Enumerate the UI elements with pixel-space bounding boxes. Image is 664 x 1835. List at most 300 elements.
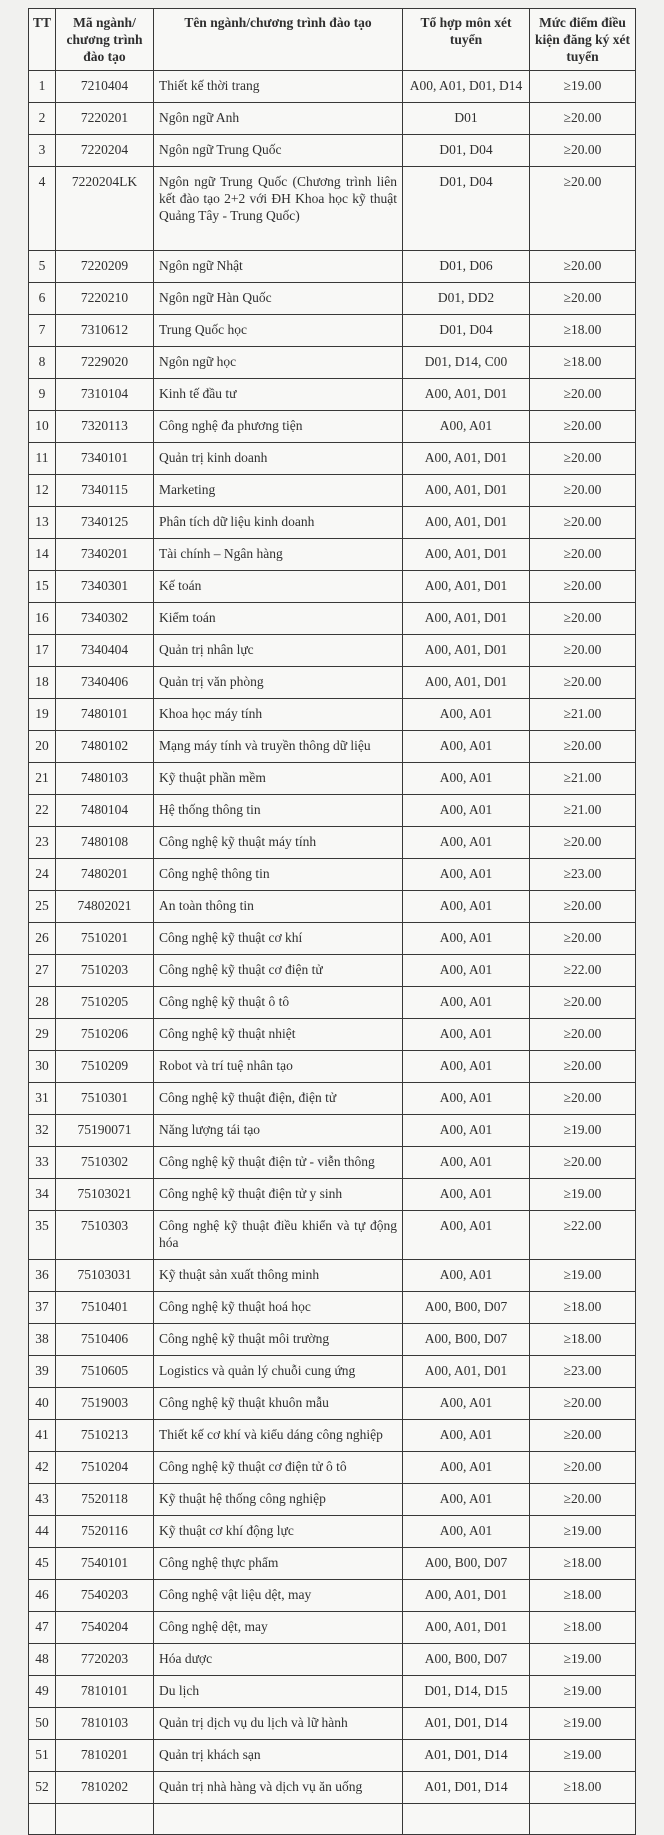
cell-score-threshold: ≥18.00 xyxy=(530,347,636,379)
cell-subject-combination: A00, A01, D01 xyxy=(403,667,530,699)
table-row xyxy=(29,1115,636,1147)
cell-subject-combination: A00, B00, D07 xyxy=(403,1292,530,1324)
cell-tt: 22 xyxy=(29,795,56,827)
cell-subject-combination: A00, A01, D01 xyxy=(403,635,530,667)
table-row xyxy=(29,1484,636,1516)
cell-score-threshold: ≥20.00 xyxy=(530,891,636,923)
cell-tt: 30 xyxy=(29,1051,56,1083)
header-program-code: Mã ngành/ chương trình đào tạo xyxy=(56,9,154,71)
cell-score-threshold: ≥21.00 xyxy=(530,795,636,827)
cell-program-code xyxy=(56,1804,154,1835)
cell-program-name: Công nghệ kỹ thuật nhiệt xyxy=(154,1019,403,1051)
cell-subject-combination: A00, A01 xyxy=(403,763,530,795)
table-row xyxy=(29,731,636,763)
cell-program-name: An toàn thông tin xyxy=(154,891,403,923)
cell-subject-combination: A01, D01, D14 xyxy=(403,1740,530,1772)
cell-program-code: 7510406 xyxy=(56,1324,154,1356)
cell-program-code: 7510203 xyxy=(56,955,154,987)
table-row xyxy=(29,443,636,475)
table-row xyxy=(29,347,636,379)
cell-score-threshold: ≥20.00 xyxy=(530,379,636,411)
cell-tt: 2 xyxy=(29,103,56,135)
cell-program-code: 7340406 xyxy=(56,667,154,699)
cell-program-code: 7510303 xyxy=(56,1211,154,1260)
cell-subject-combination: A00, A01 xyxy=(403,1516,530,1548)
cell-subject-combination: A00, A01 xyxy=(403,1051,530,1083)
table-row xyxy=(29,135,636,167)
table-row xyxy=(29,1292,636,1324)
table-row xyxy=(29,987,636,1019)
cell-program-code: 7510204 xyxy=(56,1452,154,1484)
cell-program-name: Phân tích dữ liệu kinh doanh xyxy=(154,507,403,539)
admissions-score-table xyxy=(28,8,636,1835)
cell-program-code: 7480101 xyxy=(56,699,154,731)
cell-subject-combination: A00, A01, D01 xyxy=(403,507,530,539)
table-row xyxy=(29,859,636,891)
cell-program-code: 7480103 xyxy=(56,763,154,795)
cell-subject-combination: A00, A01, D01 xyxy=(403,1356,530,1388)
cell-program-code: 7340101 xyxy=(56,443,154,475)
cell-tt: 21 xyxy=(29,763,56,795)
cell-program-code: 7520118 xyxy=(56,1484,154,1516)
cell-program-name: Ngôn ngữ Hàn Quốc xyxy=(154,283,403,315)
cell-score-threshold: ≥20.00 xyxy=(530,1484,636,1516)
cell-tt: 18 xyxy=(29,667,56,699)
cell-tt: 33 xyxy=(29,1147,56,1179)
cell-program-code: 75190071 xyxy=(56,1115,154,1147)
cell-program-code: 7220210 xyxy=(56,283,154,315)
cell-tt: 6 xyxy=(29,283,56,315)
table-body xyxy=(29,71,636,1835)
cell-tt: 14 xyxy=(29,539,56,571)
cell-program-name: Quản trị khách sạn xyxy=(154,1740,403,1772)
cell-subject-combination: A00, A01, D01 xyxy=(403,379,530,411)
table-row xyxy=(29,103,636,135)
cell-score-threshold: ≥20.00 xyxy=(530,987,636,1019)
cell-program-name: Kỹ thuật phần mềm xyxy=(154,763,403,795)
cell-score-threshold: ≥20.00 xyxy=(530,1420,636,1452)
cell-tt: 35 xyxy=(29,1211,56,1260)
cell-score-threshold: ≥18.00 xyxy=(530,1292,636,1324)
cell-subject-combination: A00, A01 xyxy=(403,827,530,859)
cell-subject-combination: A00, A01, D01 xyxy=(403,603,530,635)
cell-program-code: 7210404 xyxy=(56,71,154,103)
cell-tt: 46 xyxy=(29,1580,56,1612)
cell-subject-combination: A00, A01, D01 xyxy=(403,539,530,571)
cell-program-code: 7510605 xyxy=(56,1356,154,1388)
cell-subject-combination: A00, A01, D01, D14 xyxy=(403,71,530,103)
cell-program-name: Công nghệ kỹ thuật môi trường xyxy=(154,1324,403,1356)
table-row xyxy=(29,1452,636,1484)
cell-program-name: Công nghệ kỹ thuật cơ điện tử xyxy=(154,955,403,987)
table-row xyxy=(29,667,636,699)
cell-program-code: 7480201 xyxy=(56,859,154,891)
cell-program-name: Thiết kế cơ khí và kiểu dáng công nghiệp xyxy=(154,1420,403,1452)
cell-program-name: Ngôn ngữ Anh xyxy=(154,103,403,135)
cell-program-name: Quản trị kinh doanh xyxy=(154,443,403,475)
header-score-threshold: Mức điểm điều kiện đăng ký xét tuyển xyxy=(530,9,636,71)
cell-subject-combination: A00, A01, D01 xyxy=(403,443,530,475)
cell-tt: 15 xyxy=(29,571,56,603)
cell-program-code: 7340302 xyxy=(56,603,154,635)
cell-program-code: 7480102 xyxy=(56,731,154,763)
cell-program-name: Công nghệ vật liệu dệt, may xyxy=(154,1580,403,1612)
cell-program-code: 7220204 xyxy=(56,135,154,167)
cell-score-threshold: ≥20.00 xyxy=(530,475,636,507)
header-row xyxy=(29,9,636,71)
table-row xyxy=(29,1324,636,1356)
cell-subject-combination: A01, D01, D14 xyxy=(403,1772,530,1804)
cell-score-threshold: ≥19.00 xyxy=(530,1115,636,1147)
table-row xyxy=(29,955,636,987)
table-row xyxy=(29,283,636,315)
cell-program-name: Kỹ thuật sản xuất thông minh xyxy=(154,1260,403,1292)
cell-program-code: 7320113 xyxy=(56,411,154,443)
cell-subject-combination: A00, A01 xyxy=(403,1115,530,1147)
cell-subject-combination: A00, A01 xyxy=(403,1179,530,1211)
cell-program-code: 7340201 xyxy=(56,539,154,571)
table-row xyxy=(29,539,636,571)
cell-tt: 24 xyxy=(29,859,56,891)
cell-program-code: 7810201 xyxy=(56,1740,154,1772)
table-row xyxy=(29,571,636,603)
cell-program-code: 7220201 xyxy=(56,103,154,135)
cell-score-threshold: ≥20.00 xyxy=(530,167,636,251)
table-row xyxy=(29,635,636,667)
cell-program-name xyxy=(154,1804,403,1835)
cell-score-threshold: ≥20.00 xyxy=(530,571,636,603)
cell-subject-combination: A00, A01 xyxy=(403,1452,530,1484)
cell-score-threshold: ≥23.00 xyxy=(530,1356,636,1388)
cell-score-threshold: ≥20.00 xyxy=(530,103,636,135)
header-subject-combination: Tổ hợp môn xét tuyển xyxy=(403,9,530,71)
cell-tt: 7 xyxy=(29,315,56,347)
cell-program-name: Mạng máy tính và truyền thông dữ liệu xyxy=(154,731,403,763)
cell-tt: 41 xyxy=(29,1420,56,1452)
cell-program-code: 7310612 xyxy=(56,315,154,347)
cell-program-name: Công nghệ kỹ thuật hoá học xyxy=(154,1292,403,1324)
table-row xyxy=(29,891,636,923)
cell-program-code: 7519003 xyxy=(56,1388,154,1420)
cell-tt: 36 xyxy=(29,1260,56,1292)
table-row xyxy=(29,795,636,827)
cell-tt: 19 xyxy=(29,699,56,731)
cell-program-code: 7810202 xyxy=(56,1772,154,1804)
cell-score-threshold: ≥18.00 xyxy=(530,1324,636,1356)
cell-program-code: 7510213 xyxy=(56,1420,154,1452)
cell-subject-combination: A00, A01 xyxy=(403,795,530,827)
cell-tt: 27 xyxy=(29,955,56,987)
cell-subject-combination: A01, D01, D14 xyxy=(403,1708,530,1740)
cell-program-code: 7810101 xyxy=(56,1676,154,1708)
cell-subject-combination: A00, A01 xyxy=(403,955,530,987)
cell-program-name: Ngôn ngữ Trung Quốc (Chương trình liên kết đào tạo 2+2 với ĐH Khoa học kỹ thuật Quảng Tây - Trung Quốc) xyxy=(154,167,403,251)
cell-program-code: 7510201 xyxy=(56,923,154,955)
cell-program-name: Logistics và quản lý chuỗi cung ứng xyxy=(154,1356,403,1388)
cell-subject-combination: A00, A01 xyxy=(403,1083,530,1115)
cell-program-code: 7540203 xyxy=(56,1580,154,1612)
cell-tt: 31 xyxy=(29,1083,56,1115)
cell-program-name: Công nghệ kỹ thuật ô tô xyxy=(154,987,403,1019)
cell-score-threshold: ≥20.00 xyxy=(530,1083,636,1115)
cell-subject-combination: A00, A01 xyxy=(403,1019,530,1051)
cell-subject-combination: D01, DD2 xyxy=(403,283,530,315)
table-row xyxy=(29,475,636,507)
cell-program-name: Công nghệ dệt, may xyxy=(154,1612,403,1644)
cell-program-name: Kinh tế đầu tư xyxy=(154,379,403,411)
cell-score-threshold: ≥20.00 xyxy=(530,1019,636,1051)
cell-subject-combination: D01, D14, C00 xyxy=(403,347,530,379)
cell-program-name: Quản trị dịch vụ du lịch và lữ hành xyxy=(154,1708,403,1740)
cell-program-name: Marketing xyxy=(154,475,403,507)
cell-score-threshold: ≥18.00 xyxy=(530,315,636,347)
cell-program-name: Công nghệ kỹ thuật máy tính xyxy=(154,827,403,859)
cell-score-threshold: ≥18.00 xyxy=(530,1772,636,1804)
table-row xyxy=(29,315,636,347)
cell-program-name: Công nghệ kỹ thuật điện tử - viễn thông xyxy=(154,1147,403,1179)
cell-program-code: 7540101 xyxy=(56,1548,154,1580)
cell-score-threshold: ≥20.00 xyxy=(530,507,636,539)
cell-subject-combination: A00, A01 xyxy=(403,731,530,763)
cell-score-threshold: ≥20.00 xyxy=(530,135,636,167)
table-row xyxy=(29,1420,636,1452)
cell-tt: 13 xyxy=(29,507,56,539)
cell-score-threshold: ≥20.00 xyxy=(530,1051,636,1083)
cell-tt: 5 xyxy=(29,251,56,283)
cell-program-name: Trung Quốc học xyxy=(154,315,403,347)
cell-tt: 20 xyxy=(29,731,56,763)
cell-subject-combination: A00, A01 xyxy=(403,411,530,443)
cell-score-threshold: ≥20.00 xyxy=(530,443,636,475)
cell-tt: 4 xyxy=(29,167,56,251)
cell-subject-combination: A00, A01 xyxy=(403,699,530,731)
cell-score-threshold: ≥20.00 xyxy=(530,827,636,859)
cell-tt: 32 xyxy=(29,1115,56,1147)
cell-tt: 10 xyxy=(29,411,56,443)
table-row xyxy=(29,923,636,955)
cell-program-name: Năng lượng tái tạo xyxy=(154,1115,403,1147)
cell-subject-combination: A00, A01 xyxy=(403,891,530,923)
table-row xyxy=(29,1580,636,1612)
cell-tt: 44 xyxy=(29,1516,56,1548)
cell-score-threshold: ≥19.00 xyxy=(530,1516,636,1548)
cell-program-code: 7520116 xyxy=(56,1516,154,1548)
cell-tt: 50 xyxy=(29,1708,56,1740)
cell-score-threshold: ≥20.00 xyxy=(530,1452,636,1484)
cell-program-code: 7340125 xyxy=(56,507,154,539)
cell-subject-combination: A00, A01 xyxy=(403,1147,530,1179)
cell-tt: 45 xyxy=(29,1548,56,1580)
cell-tt: 16 xyxy=(29,603,56,635)
table-row xyxy=(29,1179,636,1211)
cell-tt: 47 xyxy=(29,1612,56,1644)
cell-tt: 52 xyxy=(29,1772,56,1804)
cell-program-name: Công nghệ đa phương tiện xyxy=(154,411,403,443)
table-row xyxy=(29,1740,636,1772)
cell-score-threshold: ≥19.00 xyxy=(530,1260,636,1292)
cell-program-code: 7220209 xyxy=(56,251,154,283)
cell-program-name: Khoa học máy tính xyxy=(154,699,403,731)
cell-tt: 25 xyxy=(29,891,56,923)
cell-program-name: Kỹ thuật cơ khí động lực xyxy=(154,1516,403,1548)
cell-score-threshold: ≥19.00 xyxy=(530,71,636,103)
cell-subject-combination: D01 xyxy=(403,103,530,135)
cell-subject-combination: D01, D04 xyxy=(403,135,530,167)
cell-program-code: 7220204LK xyxy=(56,167,154,251)
cell-subject-combination: A00, A01 xyxy=(403,1420,530,1452)
cell-subject-combination: A00, A01, D01 xyxy=(403,571,530,603)
cell-program-code: 7340404 xyxy=(56,635,154,667)
table-row xyxy=(29,763,636,795)
table-row xyxy=(29,71,636,103)
table-row xyxy=(29,1051,636,1083)
cell-tt: 38 xyxy=(29,1324,56,1356)
cell-tt: 29 xyxy=(29,1019,56,1051)
cell-program-code: 7510209 xyxy=(56,1051,154,1083)
cell-program-code: 74802021 xyxy=(56,891,154,923)
table-row xyxy=(29,1548,636,1580)
table-row xyxy=(29,1356,636,1388)
cell-score-threshold: ≥19.00 xyxy=(530,1644,636,1676)
cell-program-name: Quản trị nhân lực xyxy=(154,635,403,667)
cell-program-name: Quản trị văn phòng xyxy=(154,667,403,699)
cell-subject-combination: A00, A01 xyxy=(403,1211,530,1260)
table-row xyxy=(29,603,636,635)
cell-subject-combination: D01, D04 xyxy=(403,167,530,251)
table-header xyxy=(29,9,636,71)
cell-program-code: 7340301 xyxy=(56,571,154,603)
cell-tt: 34 xyxy=(29,1179,56,1211)
cell-program-name: Ngôn ngữ Trung Quốc xyxy=(154,135,403,167)
header-tt: TT xyxy=(29,9,56,71)
cell-score-threshold: ≥21.00 xyxy=(530,763,636,795)
cell-program-code: 75103021 xyxy=(56,1179,154,1211)
cell-subject-combination: A00, A01 xyxy=(403,859,530,891)
cell-program-name: Du lịch xyxy=(154,1676,403,1708)
cell-program-code: 7510401 xyxy=(56,1292,154,1324)
cell-subject-combination: A00, A01 xyxy=(403,1484,530,1516)
cell-subject-combination: A00, A01, D01 xyxy=(403,475,530,507)
cell-program-name: Ngôn ngữ học xyxy=(154,347,403,379)
cell-tt: 48 xyxy=(29,1644,56,1676)
cell-program-code: 7810103 xyxy=(56,1708,154,1740)
cell-program-name: Công nghệ kỹ thuật điện tử y sinh xyxy=(154,1179,403,1211)
cell-score-threshold: ≥20.00 xyxy=(530,283,636,315)
cell-subject-combination: A00, B00, D07 xyxy=(403,1644,530,1676)
cell-subject-combination: A00, A01 xyxy=(403,1388,530,1420)
cell-score-threshold: ≥20.00 xyxy=(530,603,636,635)
cell-score-threshold: ≥20.00 xyxy=(530,1388,636,1420)
cell-score-threshold: ≥19.00 xyxy=(530,1179,636,1211)
cell-program-name: Hệ thống thông tin xyxy=(154,795,403,827)
cell-score-threshold: ≥18.00 xyxy=(530,1612,636,1644)
cell-program-code: 7510301 xyxy=(56,1083,154,1115)
cell-program-code: 7340115 xyxy=(56,475,154,507)
table-row xyxy=(29,1083,636,1115)
cell-program-name: Hóa dược xyxy=(154,1644,403,1676)
cell-subject-combination xyxy=(403,1804,530,1835)
cell-program-name: Ngôn ngữ Nhật xyxy=(154,251,403,283)
cell-program-name: Quản trị nhà hàng và dịch vụ ăn uống xyxy=(154,1772,403,1804)
cell-subject-combination: A00, A01 xyxy=(403,987,530,1019)
cell-program-code: 75103031 xyxy=(56,1260,154,1292)
cell-program-name: Kế toán xyxy=(154,571,403,603)
cell-program-name: Kỹ thuật hệ thống công nghiệp xyxy=(154,1484,403,1516)
cell-score-threshold xyxy=(530,1804,636,1835)
cell-score-threshold: ≥20.00 xyxy=(530,923,636,955)
cell-program-name: Công nghệ kỹ thuật cơ khí xyxy=(154,923,403,955)
cell-program-name: Kiểm toán xyxy=(154,603,403,635)
table-row xyxy=(29,1772,636,1804)
cell-tt: 23 xyxy=(29,827,56,859)
cell-subject-combination: A00, A01 xyxy=(403,923,530,955)
table-row xyxy=(29,1708,636,1740)
table-row xyxy=(29,1388,636,1420)
cell-tt: 39 xyxy=(29,1356,56,1388)
cell-tt: 49 xyxy=(29,1676,56,1708)
cell-program-code: 7480104 xyxy=(56,795,154,827)
cell-program-name: Công nghệ kỹ thuật khuôn mẫu xyxy=(154,1388,403,1420)
cell-tt: 42 xyxy=(29,1452,56,1484)
cell-program-name: Công nghệ thực phẩm xyxy=(154,1548,403,1580)
cell-tt: 26 xyxy=(29,923,56,955)
cell-tt: 37 xyxy=(29,1292,56,1324)
table-row xyxy=(29,1644,636,1676)
cell-program-name: Công nghệ kỹ thuật cơ điện tử ô tô xyxy=(154,1452,403,1484)
cell-program-code: 7229020 xyxy=(56,347,154,379)
cell-score-threshold: ≥20.00 xyxy=(530,411,636,443)
cell-tt: 1 xyxy=(29,71,56,103)
cell-program-name: Công nghệ kỹ thuật điều khiển và tự động hóa xyxy=(154,1211,403,1260)
cell-score-threshold: ≥23.00 xyxy=(530,859,636,891)
cell-score-threshold: ≥20.00 xyxy=(530,251,636,283)
cell-score-threshold: ≥22.00 xyxy=(530,1211,636,1260)
cell-subject-combination: A00, B00, D07 xyxy=(403,1324,530,1356)
cell-tt xyxy=(29,1804,56,1835)
table-row xyxy=(29,1676,636,1708)
cell-tt: 28 xyxy=(29,987,56,1019)
cell-score-threshold: ≥19.00 xyxy=(530,1708,636,1740)
cell-score-threshold: ≥20.00 xyxy=(530,1147,636,1179)
cell-score-threshold: ≥21.00 xyxy=(530,699,636,731)
cell-subject-combination: D01, D04 xyxy=(403,315,530,347)
cell-subject-combination: A00, A01 xyxy=(403,1260,530,1292)
cell-tt: 3 xyxy=(29,135,56,167)
cell-score-threshold: ≥18.00 xyxy=(530,1548,636,1580)
cell-program-code: 7510205 xyxy=(56,987,154,1019)
cell-tt: 40 xyxy=(29,1388,56,1420)
cell-subject-combination: A00, A01, D01 xyxy=(403,1580,530,1612)
table-row xyxy=(29,251,636,283)
table-row xyxy=(29,411,636,443)
cell-tt: 11 xyxy=(29,443,56,475)
cell-score-threshold: ≥20.00 xyxy=(530,731,636,763)
cell-score-threshold: ≥20.00 xyxy=(530,539,636,571)
table-row xyxy=(29,167,636,251)
cell-score-threshold: ≥20.00 xyxy=(530,667,636,699)
cell-subject-combination: D01, D06 xyxy=(403,251,530,283)
cell-score-threshold: ≥22.00 xyxy=(530,955,636,987)
table-row xyxy=(29,1019,636,1051)
cell-score-threshold: ≥20.00 xyxy=(530,635,636,667)
table-row xyxy=(29,379,636,411)
cell-program-code: 7510206 xyxy=(56,1019,154,1051)
cell-subject-combination: A00, B00, D07 xyxy=(403,1548,530,1580)
cell-subject-combination: D01, D14, D15 xyxy=(403,1676,530,1708)
table-row xyxy=(29,1516,636,1548)
cell-program-name: Tài chính – Ngân hàng xyxy=(154,539,403,571)
cell-tt: 43 xyxy=(29,1484,56,1516)
